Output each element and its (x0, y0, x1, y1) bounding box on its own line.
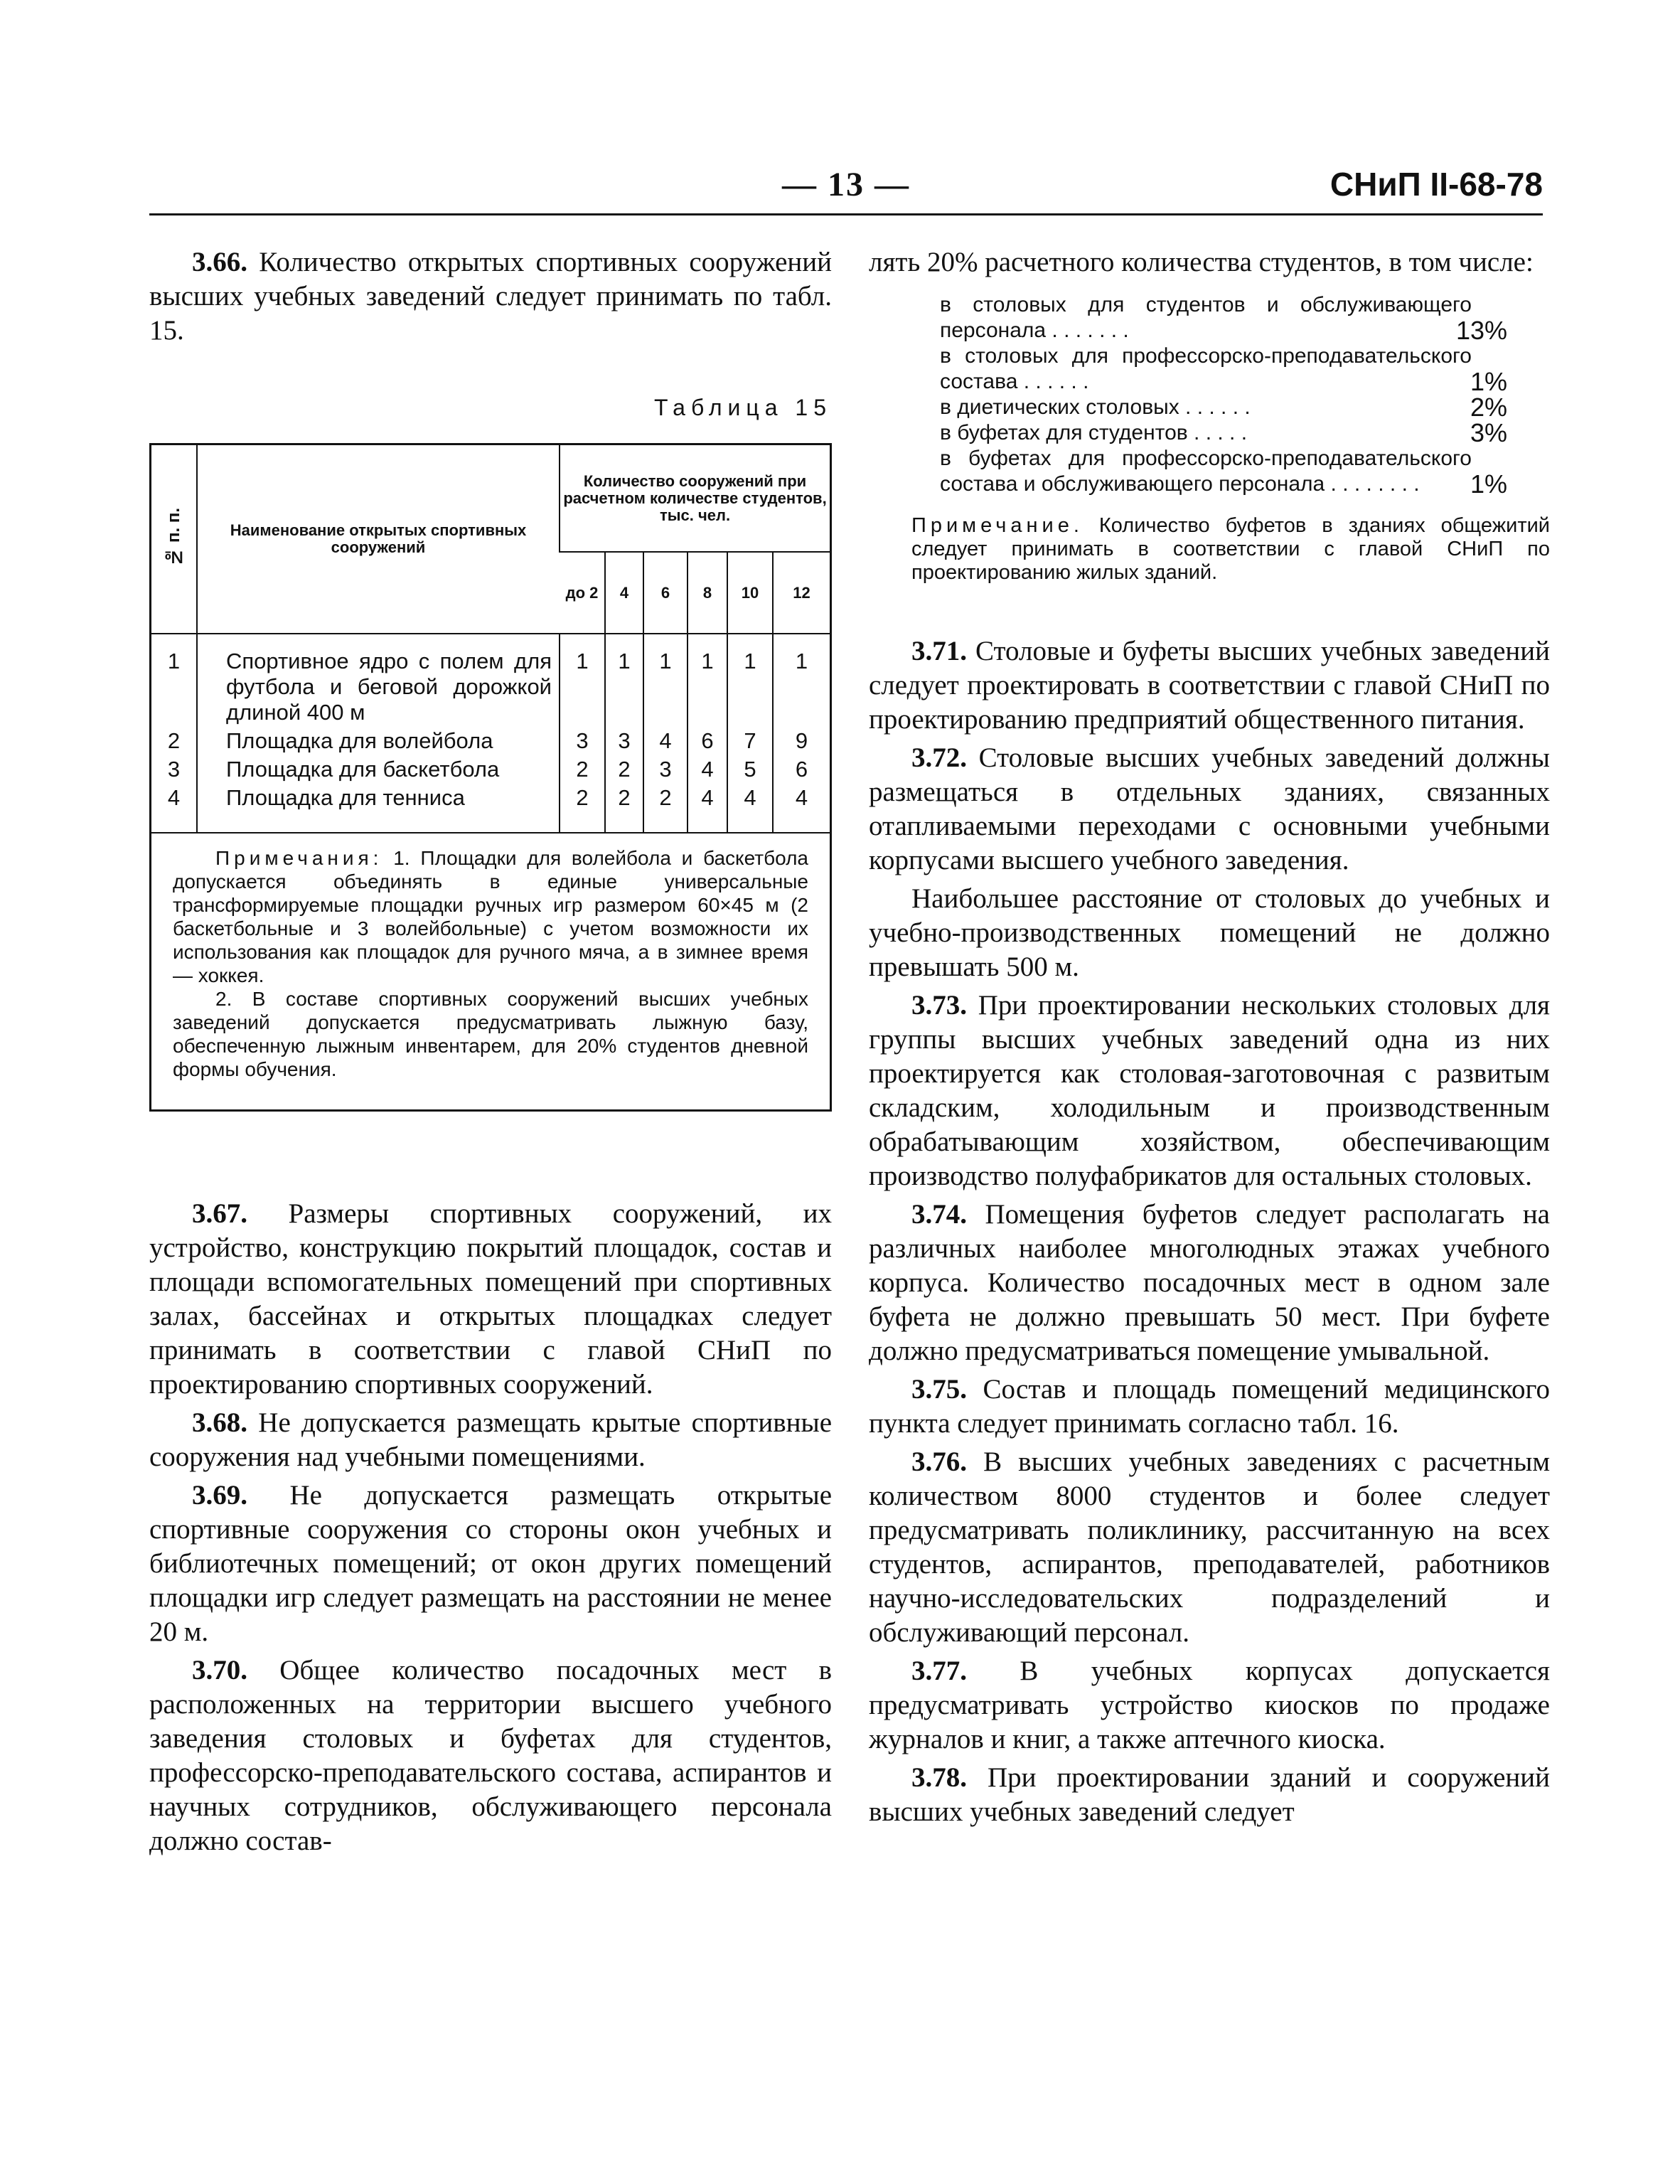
paragraph-3-72: 3.72. Столовые высших учебных заведений должны размещаться в отдельных зданиях, связанных отапливаемыми переходами с основными учебными корпусами высшего учебного заведения. (869, 742, 1551, 875)
col-name-header: Наименование открытых спортивных сооружений (197, 445, 560, 634)
list-item: в столовых для профессорско-преподавательского состава . . . . . . 1% (940, 344, 1507, 396)
paragraph-3-74: 3.74. Помещения буфетов следует располагать на различных наиболее многолюдных этажах учебного корпуса. Количество посадочных мест в одном зале буфета не должно превышать 50 мест. При буфете должно предусматриваться помещение умывальной. (869, 1199, 1550, 1366)
table-notes (151, 833, 830, 1109)
list-item: в буфетах для профессорско-преподавательского состава и обслуживающего персонала . . . . . . . . 1% (940, 447, 1507, 499)
subcol-header: 4 (605, 552, 643, 634)
paragraph-3-72-b: Наибольшее расстояние от столовых до учебных и учебно-производственных помещений не должно превышать 500 м. (869, 883, 1550, 982)
table-row: 1 Спортивное ядро с полем для футбола и беговой дорожкой длиной 400 м 1 1 1 1 1 1 (151, 634, 830, 727)
paragraph-3-78: 3.78. При проектировании зданий и сооружений высших учебных заведений следует (869, 1762, 1551, 1827)
paragraph-3-66: 3.66. Количество открытых спортивных сооружений высших учебных заведений следует принимать по табл. 15. (149, 247, 833, 346)
header-rule (149, 213, 1543, 215)
paragraph-3-71: 3.71. Столовые и буфеты высших учебных заведений следует проектировать в соответствии с главой СНиП по проектированию предприятий общественного питания. (869, 636, 1551, 735)
subcol-header: до 2 (560, 552, 605, 634)
table-note-1: Примечания: 1. Площадки для волейбола и баскетбола допускается объединять в единые универсальные трансформируемые площадки ручных игр размером 60×45 м (2 баскетбольные и 3 волейбольные) с учетом возможности их использования как площадок для ручного мяча, а в зимнее время — хоккея. (173, 847, 808, 986)
col-num-header: № п. п. (151, 445, 197, 634)
col-group-header: Количество сооружений при расчетном количестве студентов, тыс. чел. (560, 445, 830, 552)
list-item: в диетических столовых . . . . . . 2% (940, 393, 1507, 422)
paragraph-3-70-cont: лять 20% расчетного количества студентов, в том числе: (869, 247, 1534, 277)
subcol-header: 6 (643, 552, 687, 634)
paragraph-3-67: 3.67. Размеры спортивных сооружений, их устройство, конструкцию покрытий площадок, состав и площади вспомогательных помещений при спортивных залах, бассейнах и открытых площадках следует принимать в соответствии с главой СНиП по проектированию спортивных сооружений. (149, 1198, 832, 1400)
list-note: Примечание. Количество буфетов в зданиях общежитий следует принимать в соответствии с главой СНиП по проектированию жилых зданий. (911, 514, 1551, 584)
document-code: СНиП II-68-78 (1329, 166, 1543, 203)
paragraph-3-75: 3.75. Состав и площадь помещений медицинского пункта следует принимать согласно табл. 16. (869, 1374, 1551, 1439)
subcol-header: 12 (773, 552, 830, 634)
page-number: — 13 — (782, 166, 910, 203)
subcol-header: 10 (727, 552, 773, 634)
paragraph-3-77: 3.77. В учебных корпусах допускается предусматривать устройство киосков по продаже журналов и книг, а также аптечного киоска. (869, 1656, 1550, 1754)
paragraph-3-70: 3.70. Общее количество посадочных мест в расположенных на территории высшего учебного заведения столовых и буфетах для студентов, профессорско-преподавательского состава, аспирантов и научных сотрудников, обслуживающего персонала должно состав- (149, 1655, 833, 1856)
table-row: 3 Площадка для баскетбола 2 2 3 4 5 6 (151, 755, 830, 784)
paragraph-3-73: 3.73. При проектировании нескольких столовых для группы высших учебных заведений одна из них проектируется как столовая-заготовочная с развитым складским, холодильным и производственным обрабатывающим хозяйством, обеспечивающим производство полуфабрикатов для остальных столовых. (869, 990, 1550, 1191)
right-column (869, 245, 1550, 1833)
table-15 (149, 443, 832, 1112)
table-caption: Таблица 15 (654, 395, 832, 420)
page-header (149, 165, 1543, 215)
list-item: в столовых для студентов и обслуживающего персонала . . . . . . . 13% (940, 293, 1507, 345)
paragraph-3-69: 3.69. Не допускается размещать открытые спортивные сооружения со стороны окон учебных и библиотечных помещений; от окон других помещений площадки игр следует размещать на расстоянии не менее 20 м. (149, 1480, 833, 1647)
table-row: 2 Площадка для волейбола 3 3 4 6 7 9 (151, 727, 830, 755)
left-column (149, 245, 832, 1863)
seat-distribution-list (940, 292, 1550, 497)
paragraph-3-76: 3.76. В высших учебных заведениях с расчетным количеством 8000 студентов и более следует предусматривать поликлинику, рассчитанную на всех студентов, аспирантов, преподавателей, работников научно-исследовательских подразделений и обслуживающий персонал. (869, 1447, 1551, 1648)
list-item: в буфетах для студентов . . . . . 3% (940, 418, 1507, 447)
table-note-2: 2. В составе спортивных сооружений высших учебных заведений допускается предусматривать лыжную базу, обеспеченную лыжным инвентарем, для 20% студентов дневной формы обучения. (173, 988, 808, 1080)
subcol-header: 8 (687, 552, 727, 634)
table-row: 4 Площадка для тенниса 2 2 2 4 4 4 (151, 784, 830, 833)
paragraph-3-68: 3.68. Не допускается размещать крытые спортивные сооружения над учебными помещениями. (149, 1407, 833, 1472)
